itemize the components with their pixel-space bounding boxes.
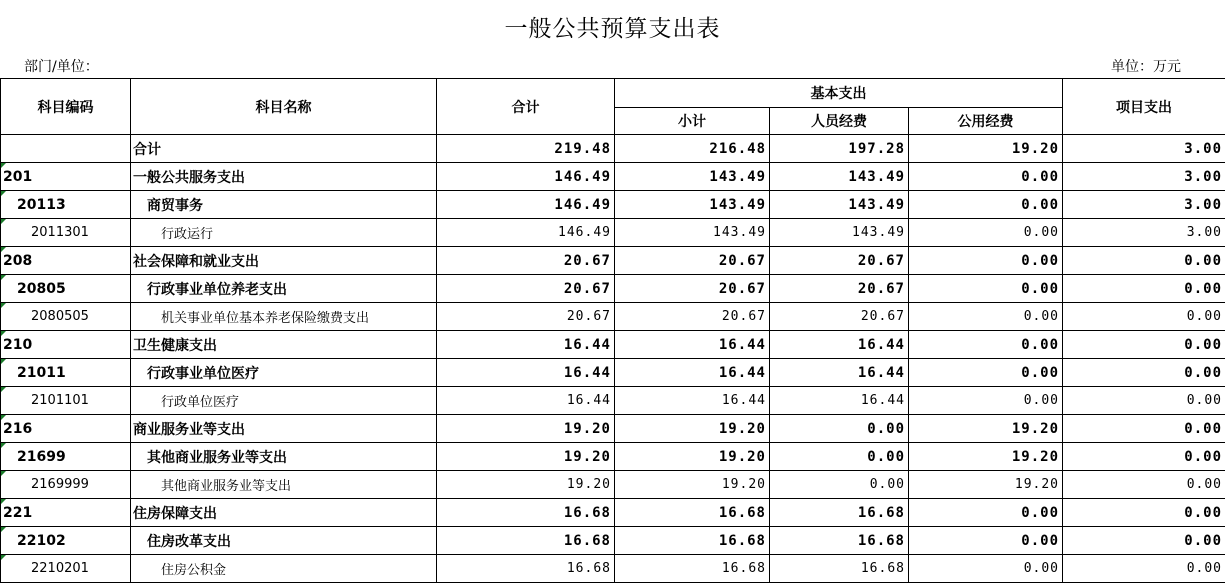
cell-project	[1063, 471, 1225, 499]
cell-subtotal-text: 20.67	[718, 252, 766, 269]
cell-name-text: 其他商业服务业等支出	[147, 449, 287, 466]
cell-public	[909, 527, 1063, 555]
cell-marker-icon	[1, 443, 6, 448]
cell-project	[1063, 415, 1225, 443]
cell-name-text: 行政运行	[161, 227, 214, 242]
cell-total-text: 20.67	[563, 280, 611, 297]
table-row	[1, 443, 1225, 471]
cell-subtotal-text: 143.49	[709, 196, 766, 213]
cell-personnel-text: 20.67	[857, 280, 905, 297]
cell-code	[1, 387, 131, 415]
table-row	[1, 219, 1225, 247]
cell-total	[437, 191, 615, 219]
cell-subtotal	[615, 275, 770, 303]
cell-total	[437, 555, 615, 583]
cell-public	[909, 499, 1063, 527]
cell-name-text: 行政事业单位医疗	[147, 365, 259, 382]
cell-name-text: 行政事业单位养老支出	[147, 281, 287, 298]
cell-name-text: 住房公积金	[161, 563, 227, 578]
cell-public-text: 0.00	[1023, 561, 1060, 576]
table-row	[1, 191, 1225, 219]
cell-personnel-text: 16.68	[860, 561, 905, 576]
cell-public-text: 19.20	[1011, 140, 1060, 157]
cell-subtotal	[615, 387, 770, 415]
cell-code-text: 201	[3, 168, 33, 185]
cell-name	[131, 555, 437, 583]
cell-personnel-text: 143.49	[848, 196, 905, 213]
cell-code-text: 208	[3, 252, 33, 269]
cell-name-text: 合计	[133, 141, 161, 158]
cell-code	[1, 135, 131, 163]
cell-project-text: 3.00	[1184, 196, 1223, 213]
cell-project	[1063, 135, 1225, 163]
table-row	[1, 415, 1225, 443]
cell-marker-icon	[1, 499, 6, 504]
header-subtotal: 小计	[615, 108, 770, 135]
cell-project-text: 0.00	[1184, 504, 1223, 521]
cell-project-text: 0.00	[1184, 364, 1223, 381]
cell-personnel-text: 20.67	[860, 309, 905, 324]
table-row	[1, 471, 1225, 499]
cell-personnel	[770, 191, 909, 219]
cell-project-text: 0.00	[1186, 561, 1223, 576]
cell-project-text: 0.00	[1184, 532, 1223, 549]
cell-project	[1063, 443, 1225, 471]
cell-total-text: 19.20	[566, 477, 611, 492]
cell-subtotal	[615, 499, 770, 527]
cell-public-text: 0.00	[1023, 309, 1060, 324]
cell-name-text: 住房改革支出	[147, 533, 231, 550]
cell-code	[1, 303, 131, 331]
cell-personnel	[770, 527, 909, 555]
cell-total-text: 16.68	[563, 504, 611, 521]
cell-personnel	[770, 555, 909, 583]
cell-name	[131, 163, 437, 191]
cell-code-text: 2101101	[31, 393, 89, 408]
cell-code	[1, 191, 131, 219]
cell-public	[909, 303, 1063, 331]
cell-code-text: 221	[3, 504, 33, 521]
cell-total	[437, 163, 615, 191]
cell-name	[131, 303, 437, 331]
cell-name	[131, 387, 437, 415]
cell-personnel	[770, 499, 909, 527]
cell-public-text: 0.00	[1021, 252, 1060, 269]
cell-project	[1063, 191, 1225, 219]
table-row	[1, 527, 1225, 555]
cell-public	[909, 247, 1063, 275]
cell-project-text: 3.00	[1184, 168, 1223, 185]
cell-subtotal-text: 19.20	[721, 477, 766, 492]
cell-subtotal-text: 143.49	[709, 168, 766, 185]
cell-subtotal-text: 143.49	[713, 225, 766, 240]
cell-project-text: 0.00	[1184, 448, 1223, 465]
cell-total	[437, 499, 615, 527]
cell-public	[909, 387, 1063, 415]
cell-project	[1063, 387, 1225, 415]
cell-total-text: 20.67	[563, 252, 611, 269]
cell-marker-icon	[1, 415, 6, 420]
header-project: 项目支出	[1063, 79, 1225, 135]
cell-personnel	[770, 331, 909, 359]
cell-subtotal	[615, 191, 770, 219]
cell-name-text: 社会保障和就业支出	[133, 253, 259, 270]
cell-name	[131, 359, 437, 387]
cell-public	[909, 471, 1063, 499]
cell-subtotal-text: 216.48	[709, 140, 766, 157]
cell-public	[909, 331, 1063, 359]
cell-personnel-text: 16.44	[857, 336, 905, 353]
cell-public-text: 0.00	[1021, 196, 1060, 213]
cell-project-text: 0.00	[1184, 252, 1223, 269]
cell-subtotal-text: 16.44	[718, 364, 766, 381]
cell-name	[131, 443, 437, 471]
cell-name-text: 一般公共服务支出	[133, 169, 245, 186]
cell-personnel	[770, 135, 909, 163]
cell-subtotal-text: 20.67	[718, 280, 766, 297]
table-row	[1, 387, 1225, 415]
cell-name-text: 卫生健康支出	[133, 337, 217, 354]
cell-total-text: 219.48	[554, 140, 611, 157]
cell-project	[1063, 499, 1225, 527]
cell-project-text: 3.00	[1186, 225, 1223, 240]
table-row	[1, 331, 1225, 359]
cell-personnel-text: 0.00	[869, 477, 905, 492]
cell-public-text: 19.20	[1014, 477, 1060, 492]
cell-name	[131, 331, 437, 359]
cell-code	[1, 219, 131, 247]
cell-public-text: 0.00	[1021, 336, 1060, 353]
cell-public	[909, 219, 1063, 247]
cell-project	[1063, 527, 1225, 555]
header-public: 公用经费	[909, 108, 1063, 135]
cell-subtotal	[615, 303, 770, 331]
cell-personnel-text: 16.68	[857, 532, 905, 549]
cell-personnel-text: 0.00	[867, 448, 905, 465]
cell-subtotal	[615, 331, 770, 359]
cell-public	[909, 135, 1063, 163]
cell-personnel-text: 143.49	[848, 168, 905, 185]
cell-public	[909, 415, 1063, 443]
cell-subtotal	[615, 135, 770, 163]
cell-total-text: 146.49	[554, 196, 611, 213]
cell-subtotal	[615, 471, 770, 499]
cell-code-text: 210	[3, 336, 33, 353]
cell-code	[1, 247, 131, 275]
cell-subtotal-text: 20.67	[721, 309, 766, 324]
cell-public-text: 0.00	[1021, 532, 1060, 549]
table-row	[1, 499, 1225, 527]
cell-name	[131, 415, 437, 443]
cell-name	[131, 275, 437, 303]
cell-marker-icon	[1, 247, 6, 252]
cell-project-text: 0.00	[1184, 280, 1223, 297]
cell-code	[1, 499, 131, 527]
cell-public-text: 0.00	[1021, 280, 1060, 297]
cell-total-text: 16.68	[563, 532, 611, 549]
cell-code	[1, 275, 131, 303]
cell-total	[437, 219, 615, 247]
cell-personnel-text: 0.00	[867, 420, 905, 437]
cell-personnel-text: 16.44	[860, 393, 905, 408]
cell-name-text: 商贸事务	[147, 197, 203, 214]
expenditure-table	[0, 78, 1225, 583]
cell-project	[1063, 555, 1225, 583]
cell-public-text: 0.00	[1023, 225, 1060, 240]
cell-code-text: 20113	[17, 196, 66, 213]
cell-total-text: 16.44	[563, 364, 611, 381]
cell-code-text: 20805	[17, 280, 66, 297]
cell-subtotal	[615, 219, 770, 247]
cell-code	[1, 331, 131, 359]
cell-name	[131, 191, 437, 219]
table-row	[1, 359, 1225, 387]
cell-personnel-text: 16.68	[857, 504, 905, 521]
cell-public	[909, 555, 1063, 583]
cell-code	[1, 471, 131, 499]
cell-public-text: 0.00	[1023, 393, 1060, 408]
cell-project	[1063, 303, 1225, 331]
cell-total	[437, 359, 615, 387]
cell-personnel	[770, 219, 909, 247]
cell-personnel	[770, 359, 909, 387]
cell-subtotal	[615, 527, 770, 555]
cell-personnel	[770, 387, 909, 415]
cell-code-text: 2210201	[31, 561, 89, 576]
cell-name	[131, 219, 437, 247]
cell-subtotal	[615, 247, 770, 275]
cell-project-text: 3.00	[1184, 140, 1223, 157]
cell-name-text: 商业服务业等支出	[133, 421, 245, 438]
cell-subtotal	[615, 443, 770, 471]
header-total: 合计	[437, 79, 615, 135]
cell-public	[909, 163, 1063, 191]
cell-total-text: 16.68	[566, 561, 611, 576]
cell-name	[131, 499, 437, 527]
cell-subtotal-text: 19.20	[718, 448, 766, 465]
cell-subtotal-text: 16.68	[718, 532, 766, 549]
cell-project	[1063, 219, 1225, 247]
cell-code-text: 2169999	[31, 477, 89, 492]
header-personnel: 人员经费	[770, 108, 909, 135]
cell-marker-icon	[1, 387, 6, 392]
cell-total	[437, 135, 615, 163]
department-label: 部门/单位：	[24, 59, 99, 75]
cell-personnel	[770, 247, 909, 275]
cell-public	[909, 191, 1063, 219]
cell-public-text: 19.20	[1011, 448, 1060, 465]
cell-personnel	[770, 415, 909, 443]
cell-subtotal-text: 16.68	[721, 561, 766, 576]
cell-total-text: 19.20	[563, 420, 611, 437]
cell-personnel-text: 16.44	[857, 364, 905, 381]
cell-personnel-text: 197.28	[848, 140, 905, 157]
cell-marker-icon	[1, 219, 6, 224]
cell-public	[909, 359, 1063, 387]
table-header	[1, 79, 1225, 135]
cell-personnel	[770, 303, 909, 331]
cell-total-text: 16.44	[566, 393, 611, 408]
cell-code-text: 21011	[17, 364, 66, 381]
cell-name-text: 行政单位医疗	[161, 395, 240, 410]
cell-subtotal	[615, 555, 770, 583]
cell-total	[437, 331, 615, 359]
cell-marker-icon	[1, 359, 6, 364]
cell-project-text: 0.00	[1184, 420, 1223, 437]
cell-marker-icon	[1, 275, 6, 280]
cell-marker-icon	[1, 471, 6, 476]
cell-total	[437, 275, 615, 303]
cell-name-text: 其他商业服务业等支出	[161, 479, 292, 494]
table-row	[1, 303, 1225, 331]
cell-total	[437, 415, 615, 443]
cell-project	[1063, 247, 1225, 275]
cell-code-text: 21699	[17, 448, 66, 465]
cell-code	[1, 359, 131, 387]
cell-personnel	[770, 275, 909, 303]
unit-label: 单位：万元	[1111, 59, 1181, 75]
cell-total-text: 16.44	[563, 336, 611, 353]
cell-project	[1063, 163, 1225, 191]
cell-subtotal	[615, 415, 770, 443]
table-row	[1, 135, 1225, 163]
cell-name-text: 住房保障支出	[133, 505, 217, 522]
table-row	[1, 275, 1225, 303]
cell-personnel-text: 20.67	[857, 252, 905, 269]
cell-subtotal-text: 16.44	[721, 393, 766, 408]
cell-project-text: 0.00	[1186, 309, 1223, 324]
cell-name	[131, 527, 437, 555]
cell-public-text: 0.00	[1021, 504, 1060, 521]
cell-subtotal	[615, 359, 770, 387]
cell-code-text: 22102	[17, 532, 66, 549]
cell-project-text: 0.00	[1186, 477, 1223, 492]
cell-name	[131, 135, 437, 163]
cell-total	[437, 471, 615, 499]
cell-project	[1063, 359, 1225, 387]
page-title: 一般公共预算支出表	[504, 16, 721, 42]
cell-marker-icon	[1, 331, 6, 336]
cell-marker-icon	[1, 163, 6, 168]
cell-code	[1, 163, 131, 191]
cell-total	[437, 387, 615, 415]
cell-total	[437, 527, 615, 555]
cell-subtotal	[615, 163, 770, 191]
cell-project	[1063, 331, 1225, 359]
cell-public	[909, 443, 1063, 471]
cell-total-text: 146.49	[554, 168, 611, 185]
header-basic: 基本支出	[615, 79, 1063, 108]
cell-name	[131, 471, 437, 499]
cell-marker-icon	[1, 191, 6, 196]
cell-marker-icon	[1, 555, 6, 560]
cell-code-text: 216	[3, 420, 33, 437]
cell-total	[437, 247, 615, 275]
cell-public	[909, 275, 1063, 303]
cell-subtotal-text: 16.44	[718, 336, 766, 353]
table-row	[1, 555, 1225, 583]
cell-personnel-text: 143.49	[852, 225, 905, 240]
cell-code	[1, 527, 131, 555]
cell-code	[1, 415, 131, 443]
cell-personnel	[770, 471, 909, 499]
cell-personnel	[770, 443, 909, 471]
cell-code-text: 2011301	[31, 225, 89, 240]
cell-public-text: 0.00	[1021, 168, 1060, 185]
table-row	[1, 163, 1225, 191]
cell-code	[1, 555, 131, 583]
header-name: 科目名称	[131, 79, 437, 135]
cell-total	[437, 303, 615, 331]
cell-project	[1063, 275, 1225, 303]
cell-name-text: 机关事业单位基本养老保险缴费支出	[161, 311, 370, 326]
cell-project-text: 0.00	[1186, 393, 1223, 408]
table-body	[1, 135, 1225, 583]
cell-total	[437, 443, 615, 471]
cell-total-text: 146.49	[558, 225, 611, 240]
cell-total-text: 20.67	[566, 309, 611, 324]
cell-public-text: 0.00	[1021, 364, 1060, 381]
cell-marker-icon	[1, 527, 6, 532]
cell-total-text: 19.20	[563, 448, 611, 465]
cell-subtotal-text: 19.20	[718, 420, 766, 437]
cell-subtotal-text: 16.68	[718, 504, 766, 521]
cell-code-text: 2080505	[31, 309, 89, 324]
table-row	[1, 247, 1225, 275]
cell-name	[131, 247, 437, 275]
header-code: 科目编码	[1, 79, 131, 135]
cell-code	[1, 443, 131, 471]
cell-project-text: 0.00	[1184, 336, 1223, 353]
cell-marker-icon	[1, 303, 6, 308]
cell-personnel	[770, 163, 909, 191]
cell-public-text: 19.20	[1011, 420, 1060, 437]
